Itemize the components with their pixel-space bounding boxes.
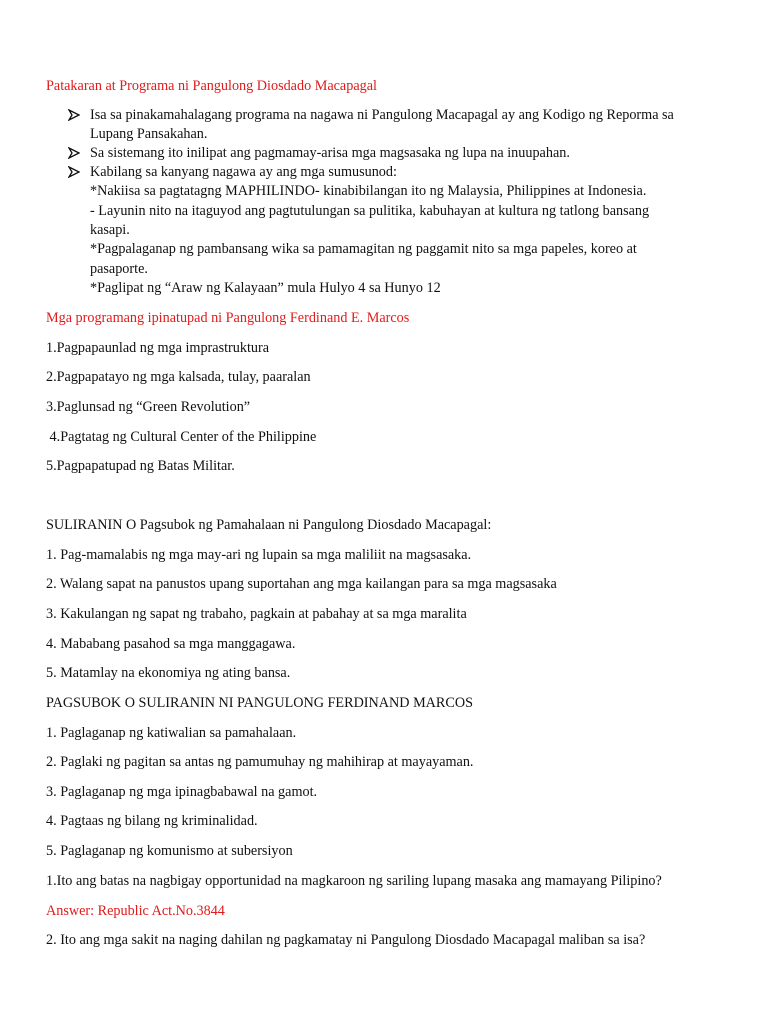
marcos-problems-heading: PAGSUBOK O SULIRANIN NI PANGULONG FERDINAND MARCOS (46, 695, 473, 711)
bullet-text: Sa sistemang ito inilipat ang pagmamay-arisa mga magsasaka ng lupa na inuupahan. (90, 145, 570, 161)
bullet-text: *Paglipat ng “Araw ng Kalayaan” mula Hulyo 4 sa Hunyo 12 (90, 280, 441, 296)
bullet-text: pasaporte. (90, 261, 148, 277)
bullet-text: Lupang Pansakahan. (90, 126, 208, 142)
list-item: 1.Pagpapaunlad ng mga imprastruktura (46, 340, 270, 356)
list-item: 4. Pagtaas ng bilang ng kriminalidad. (46, 813, 258, 829)
arrowhead-bullet-icon (68, 109, 80, 121)
bullet-text: - Layunin nito na itaguyod ang pagtutulungan sa pulitika, kabuhayan at kultura ng tatlong bansang (90, 203, 650, 219)
macapagal-programs-heading: Patakaran at Programa ni Pangulong Diosdado Macapagal (46, 78, 377, 94)
list-item: 5.Pagpapatupad ng Batas Militar. (46, 458, 235, 474)
list-item: 3. Paglaganap ng mga ipinagbabawal na gamot. (46, 784, 318, 800)
bullet-text: Isa sa pinakamahalagang programa na nagawa ni Pangulong Macapagal ay ang Kodigo ng Reporma sa (90, 107, 674, 123)
list-item: 4.Pagtatag ng Cultural Center of the Philippine (46, 429, 317, 445)
bullet-text: Kabilang sa kanyang nagawa ay ang mga sumusunod: (90, 164, 397, 180)
list-item: 4. Mababang pasahod sa mga manggagawa. (46, 636, 296, 652)
macapagal-problems-heading: SULIRANIN O Pagsubok ng Pamahalaan ni Pangulong Diosdado Macapagal: (46, 517, 492, 533)
list-item: 5. Matamlay na ekonomiya ng ating bansa. (46, 665, 291, 681)
answer-1: Answer: Republic Act.No.3844 (46, 903, 225, 919)
marcos-programs-heading: Mga programang ipinatupad ni Pangulong Ferdinand E. Marcos (46, 310, 410, 326)
bullet-text: *Nakiisa sa pagtatagng MAPHILINDO- kinabibilangan ito ng Malaysia, Philippines at Indonesia. (90, 183, 647, 199)
list-item: 3.Paglunsad ng “Green Revolution” (46, 399, 251, 415)
question-2: 2. Ito ang mga sakit na naging dahilan ng pagkamatay ni Pangulong Diosdado Macapagal maliban sa isa? (46, 932, 646, 948)
list-item: 2. Paglaki ng pagitan sa antas ng pamumuhay ng mahihirap at mayayaman. (46, 754, 474, 770)
arrowhead-bullet-icon (68, 166, 80, 178)
question-1: 1.Ito ang batas na nagbigay opportunidad na magkaroon ng sariling lupang masaka ang mamayang Pilipino? (46, 873, 662, 889)
arrowhead-bullet-icon (68, 147, 80, 159)
list-item: 1. Pag-mamalabis ng mga may-ari ng lupain sa mga maliliit na magsasaka. (46, 547, 472, 563)
list-item: 3. Kakulangan ng sapat ng trabaho, pagkain at pabahay at sa mga maralita (46, 606, 467, 622)
list-item: 5. Paglaganap ng komunismo at subersiyon (46, 843, 293, 859)
list-item: 2.Pagpapatayo ng mga kalsada, tulay, paaralan (46, 369, 311, 385)
list-item: 1. Paglaganap ng katiwalian sa pamahalaan. (46, 725, 297, 741)
bullet-text: kasapi. (90, 222, 130, 238)
bullet-text: *Pagpalaganap ng pambansang wika sa pamamagitan ng paggamit nito sa mga papeles, koreo at (90, 241, 637, 257)
list-item: 2. Walang sapat na panustos upang suportahan ang mga kailangan para sa mga magsasaka (46, 576, 557, 592)
